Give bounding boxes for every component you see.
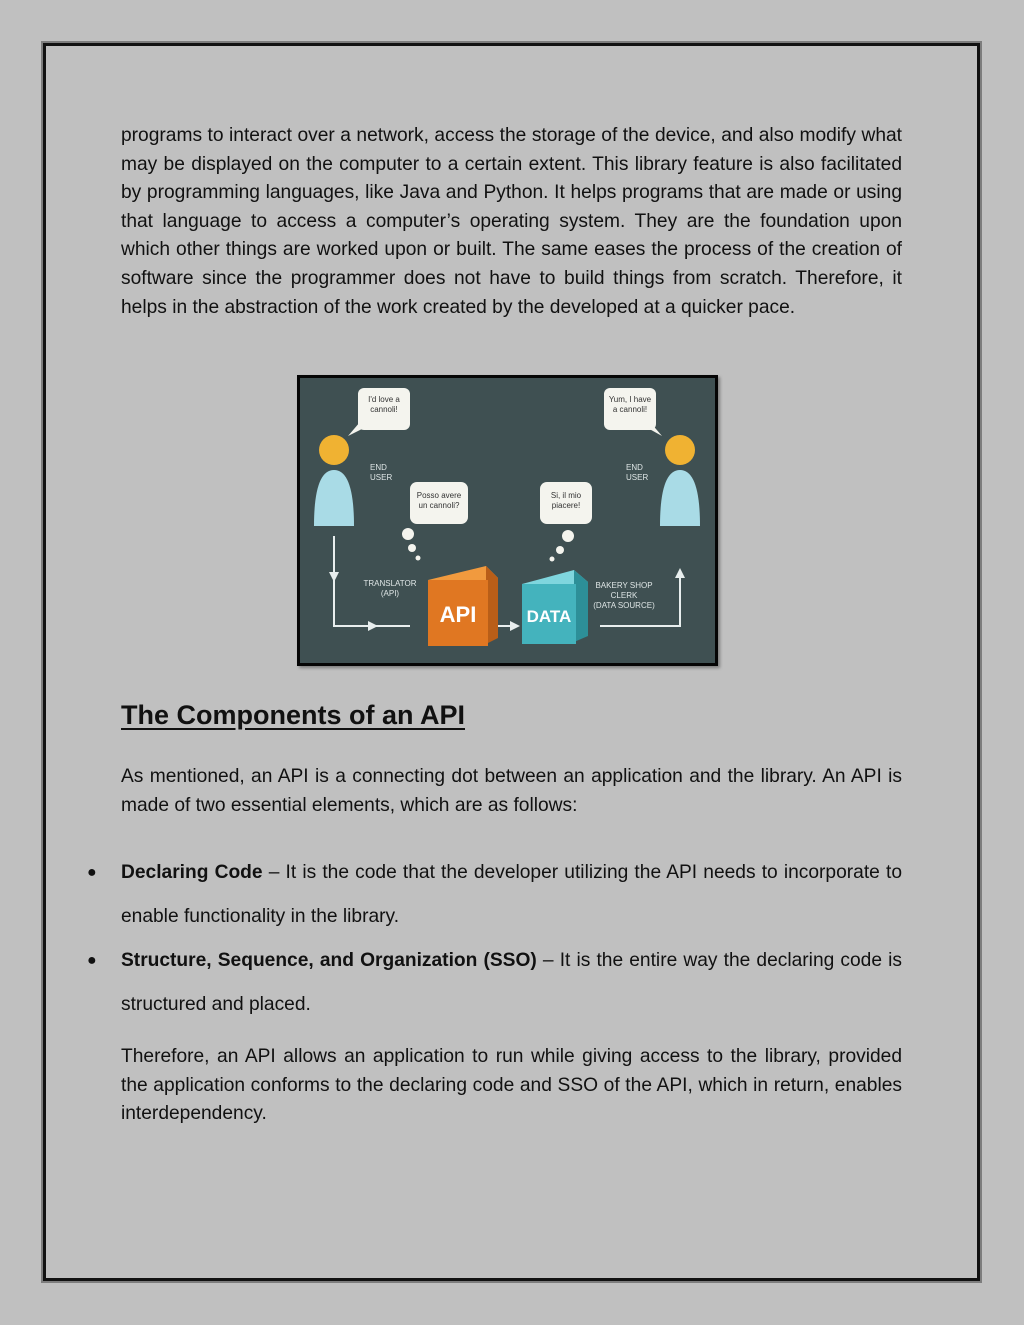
bullet-dot: ● — [87, 864, 97, 881]
bullet-item-sso — [87, 939, 902, 1027]
svg-text:Si, il miopiacere!: Si, il mio piacere! — [550, 491, 582, 510]
translator-label: TRANSLATOR (API) — [363, 579, 417, 598]
section-paragraph: As mentioned, an API is a connecting dot between an application and the library. An API is made of two essential elements, which are as follows: — [121, 766, 902, 816]
api-diagram-image — [297, 375, 718, 666]
api-cube — [428, 566, 498, 646]
end-user-label-left: END USER — [370, 463, 393, 482]
bubble-right-text: Yum, I have a cannoli! — [608, 395, 652, 414]
api-box-text: API — [439, 602, 477, 627]
intro-paragraph: programs to interact over a network, access the storage of the device, and also modify what may be displayed on the computer to a certain extent. This library feature is also facilitated by programming languages, like Java and Python. It helps programs that are made or using that language to access a computer’s operating system. They are the foundation upon which other things are worked upon or built. The same eases the process of the creation of software since the programmer does not have to build things from scratch. Therefore, it helps in the abstraction of the work created by the developed at a quicker pace. — [121, 125, 902, 318]
end-user-label-right: END USER — [626, 463, 649, 482]
speech-bubble-right — [604, 388, 662, 436]
bullet-text: – It is the code that the developer utilizing the API needs to incorporate to enable functionality in the library. — [121, 862, 902, 927]
bullet-text: – It is the entire way the declaring code is structured and placed. — [121, 950, 902, 1015]
clerk-label: BAKERY SHOP CLERK (DATA SOURCE) — [593, 581, 655, 610]
bullet-dot: ● — [87, 952, 97, 969]
closing-paragraph: Therefore, an API allows an application to run while giving access to the library, provided the application conforms to the declaring code and SSO of the API, which in return, enables interdependency. — [121, 1046, 902, 1125]
section-heading: The Components of an API — [121, 700, 465, 730]
data-box-text: DATA — [526, 607, 572, 626]
bubble-left-text: I'd love a cannoli! — [368, 395, 400, 414]
svg-text:Posso avereun cannoli?: Posso avere un cannoli? — [416, 491, 462, 510]
bullet-term: Declaring Code — [121, 862, 263, 883]
bullet-item-declaring-code — [87, 851, 902, 939]
bullet-term: Structure, Sequence, and Organization (SSO) — [121, 950, 537, 971]
